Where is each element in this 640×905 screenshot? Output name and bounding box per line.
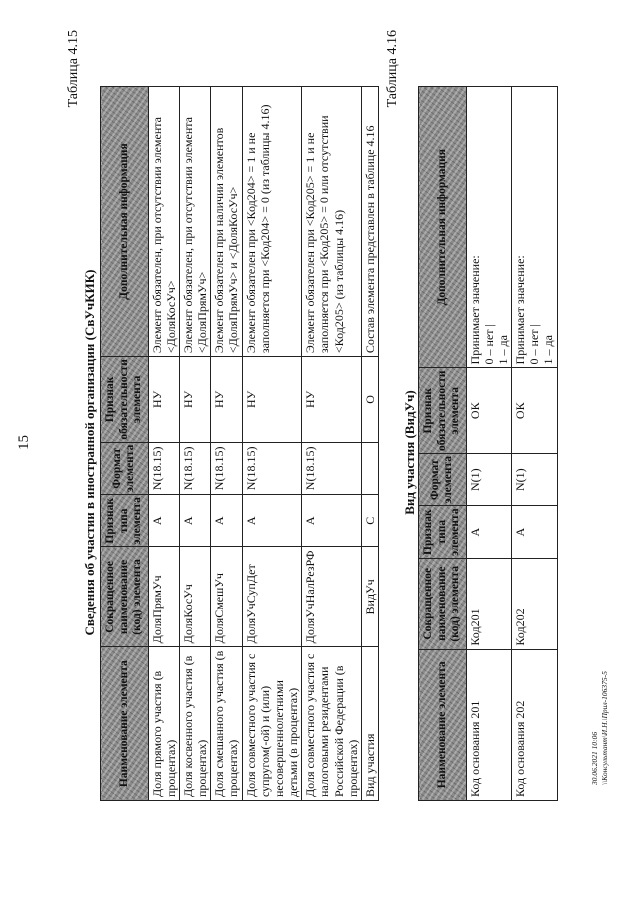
cell-code: ДоляПрямУч [148,547,179,647]
cell-type: С [361,495,378,547]
header-cell: Признак типа элемента [419,506,467,558]
cell-required: НУ [180,357,211,443]
footer-timestamp: 30.06.2021 10:06 [590,731,599,785]
header-cell: Формат элемента [101,442,149,494]
participation-table [100,86,379,801]
cell-code: ДоляСмешУч [211,547,242,647]
participation-type-table [418,86,558,801]
cell-format: N(18.15) [180,442,211,494]
cell-format: N(1) [512,454,557,506]
info-line: Принимает значение: [513,255,528,365]
table-row [242,87,302,801]
header-cell: Признак типа элемента [101,495,149,547]
table-row [180,87,211,801]
footer-file-path: \\Консультант\И.Н.\Прил-106375-5 [600,671,609,785]
info-line: 0 – нет | [481,324,496,365]
header-cell: Признак обязательности элемента [419,368,467,454]
cell-required: О [361,357,378,443]
info-line: 0 – нет | [527,324,542,365]
cell-type: А [242,495,302,547]
cell-name: Код основания 201 [466,649,511,800]
table1-title: Сведения об участии в иностранной организации (СвУчКИК) [82,269,97,636]
cell-format [361,442,378,494]
table-header-row [419,87,467,801]
table-row [361,87,378,801]
table-row [148,87,179,801]
cell-name: Вид участия [361,647,378,801]
table-row [466,87,511,801]
cell-info [466,87,511,368]
cell-required: НУ [242,357,302,443]
header-cell: Сокращенное наименование (код) элемента [101,547,149,647]
cell-format: N(18.15) [148,442,179,494]
table-row [302,87,362,801]
table2-title: Вид участия (ВидУч) [402,390,417,515]
cell-code: Код201 [466,558,511,649]
table1-caption: Таблица 4.15 [66,30,81,108]
header-cell: Признак обязательности элемента [101,357,149,443]
table-row [211,87,242,801]
cell-info: Состав элемента представлен в таблице 4.16 [361,87,378,357]
cell-code: ВидУч [361,547,378,647]
cell-name: Доля смешанного участия (в процентах) [211,647,242,801]
cell-required: НУ [302,357,362,443]
cell-required: ОК [466,368,511,454]
cell-required: НУ [148,357,179,443]
info-line: 1 – да [496,335,510,365]
cell-code: ДоляУчСупДет [242,547,302,647]
table-row [512,87,557,801]
cell-info: Элемент обязателен при <Код204> = 1 и не заполняется при <Код204> = 0 (из таблицы 4.16) [242,87,302,357]
cell-name: Код основания 202 [512,649,557,800]
cell-type: А [180,495,211,547]
cell-code: Код202 [512,558,557,649]
header-cell: Сокращенное наименование (код) элемента [419,558,467,649]
cell-format: N(18.15) [242,442,302,494]
cell-info: Элемент обязателен при наличии элементов <ДоляПрямУч> и <ДоляКосУч> [211,87,242,357]
cell-format: N(1) [466,454,511,506]
cell-format: N(18.15) [302,442,362,494]
cell-type: А [211,495,242,547]
header-cell: Формат элемента [419,454,467,506]
table-header-row [101,87,149,801]
info-line: 1 – да [541,335,556,365]
page-number: 15 [16,435,32,450]
cell-name: Доля косвенного участия (в процентах) [180,647,211,801]
cell-type: А [512,506,557,558]
header-cell: Дополнительная информация [101,87,149,357]
table2-caption: Таблица 4.16 [385,30,400,108]
cell-type: А [148,495,179,547]
cell-type: А [302,495,362,547]
cell-code: ДоляУчНалРезРФ [302,547,362,647]
cell-code: ДоляКосУч [180,547,211,647]
cell-info: Элемент обязателен при <Код205> = 1 и не заполняется при <Код205> = 0 или отсутствии <Код205> (из таблицы 4.16) [302,87,362,357]
cell-format: N(18.15) [211,442,242,494]
cell-name: Доля прямого участия (в процентах) [148,647,179,801]
header-cell: Дополнительная информация [419,87,467,368]
cell-required: ОК [512,368,557,454]
cell-type: А [466,506,511,558]
cell-info [512,87,557,368]
info-line: Принимает значение: [467,255,482,365]
header-cell: Наименование элемента [101,647,149,801]
cell-info: Элемент обязателен, при отсутствии элемента <ДоляПрямУч> [180,87,211,357]
cell-name: Доля совместного участия с супругом(-ой) и (или) несовершеннолетними детьми (в процентах) [242,647,302,801]
cell-name: Доля совместного участия с налоговыми резидентами Российской Федерации (в процентах) [302,647,362,801]
cell-required: НУ [211,357,242,443]
header-cell: Наименование элемента [419,649,467,800]
cell-info: Элемент обязателен, при отсутствии элемента <ДоляКосУч> [148,87,179,357]
